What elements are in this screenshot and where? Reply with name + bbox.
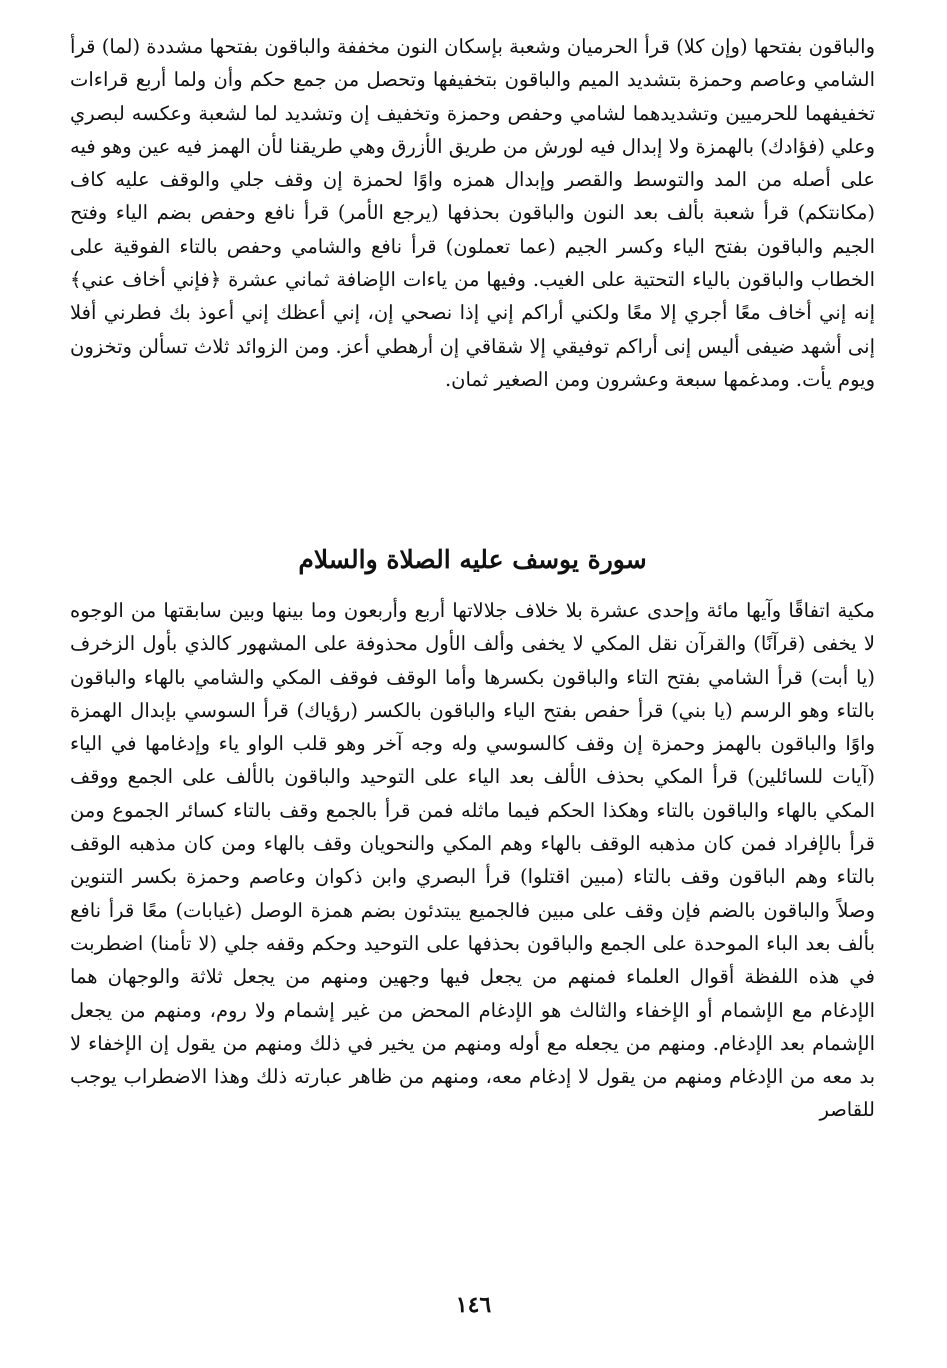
bottom-text-block [70, 594, 875, 1127]
top-text-block [70, 30, 875, 396]
page-number: ١٤٦ [455, 1292, 492, 1318]
surah-title: سورة يوسف عليه الصلاة والسلام [298, 545, 647, 574]
bottom-paragraph: مكية اتفاقًا وآيها مائة وإحدى عشرة بلا خلاف جلالاتها أربع وأربعون وما بينها وبين سابقتها من الوجوه لا يخفى (قرآنًا) والقرآن نقل المكي لا يخفى وألف الأول محذوفة على المشهور كالذي بأول الزخرف (يا أبت) قرأ الشامي بفتح التاء والباقون بكسرها وأما الوقف فوقف المكي والشامي بالهاء والباقون بالتاء وهو الرسم (يا بني) قرأ حفص بفتح الياء والباقون بالكسر (رؤياك) قرأ السوسي بإبدال الهمزة واوًا والباقون بالهمز وحمزة إن وقف كالسوسي وله وجه آخر وهو قلب الواو ياء وإدغامها في الياء (آيات للسائلين) قرأ المكي بحذف الألف بعد الياء على التوحيد والباقون بالألف على الجمع ووقف المكي بالهاء والباقون بالتاء وهكذا الحكم فيما ماثله فمن قرأ بالجمع وقف بالتاء كسائر الجموع ومن قرأ بالإفراد فمن كان مذهبه الوقف بالهاء وهم المكي والنحويان وقف بالهاء ومن كان مذهبه الوقف بالتاء وهم الباقون وقف بالتاء (مبين اقتلوا) قرأ البصري وابن ذكوان وعاصم وحمزة بكسر التنوين وصلاً والباقون بالضم فإن وقف على مبين فالجميع يبتدئون بضم همزة الوصل (غيابات) معًا قرأ نافع بألف بعد الباء الموحدة على الجمع والباقون بحذفها على التوحيد وحكم وقفه جلي (لا تأمنا) اضطربت في هذه اللفظة أقوال العلماء فمنهم من يجعل فيها وجهين ومنهم من يجعل ثلاثة والوجهان هما الإدغام مع الإشمام أو الإخفاء والثالث هو الإدغام المحض من غير إشمام ولا روم، ومنهم من يجعل الإشمام بعد الإدغام. ومنهم من يجعله مع أوله ومنهم من يخير في ذلك ومنهم من يقول إن الإخفاء لا بد معه من الإدغام ومنهم من يقول لا إدغام معه، ومنهم من ظاهر عبارته ذلك وهذا الاضطراب يوجب للقاصر [70, 599, 875, 1122]
top-paragraph: والباقون بفتحها (وإن كلا) قرأ الحرميان وشعبة بإسكان النون مخففة والباقون بفتحها مشددة (لما) قرأ الشامي وعاصم وحمزة بتشديد الميم والباقون بتخفيفها وتحصل من جمع حكم وأن ولما أربع قراءات تخفيفهما للحرميين وتشديدهما لشامي وحفص وحمزة وتخفيف إن وتشديد لما لشعبة وعكسه لبصري وعلي (فؤادك) بالهمزة ولا إبدال فيه لورش من طريق الأزرق وهي طريقنا لأن الهمز فيه عين وهو فيه على أصله من المد والتوسط والقصر وإبدال همزه واوًا لحمزة إن وقف جلي والوقف عليه كاف (مكانتكم) قرأ شعبة بألف بعد النون والباقون بحذفها (يرجع الأمر) قرأ نافع وحفص بضم الياء وفتح الجيم والباقون بفتح الياء وكسر الجيم (عما تعملون) قرأ نافع والشامي وحفص بالتاء الفوقية على الخطاب والباقون بالياء التحتية على الغيب. وفيها من ياءات الإضافة ثماني عشرة ﴿فإني أخاف عني﴾ إنه إني أخاف معًا أجري إلا معًا ولكني أراكم إني إذا نصحي إن، إني أعظك إني أعوذ بك فطرني أفلا إنى أشهد ضيفى أليس إنى أراكم توفيقي إلا شقاقي إن أرهطي أعز. ومن الزوائد ثلاث تسألن وتخزون ويوم يأت. ومدغمها سبعة وعشرون ومن الصغير ثمان. [70, 35, 875, 391]
